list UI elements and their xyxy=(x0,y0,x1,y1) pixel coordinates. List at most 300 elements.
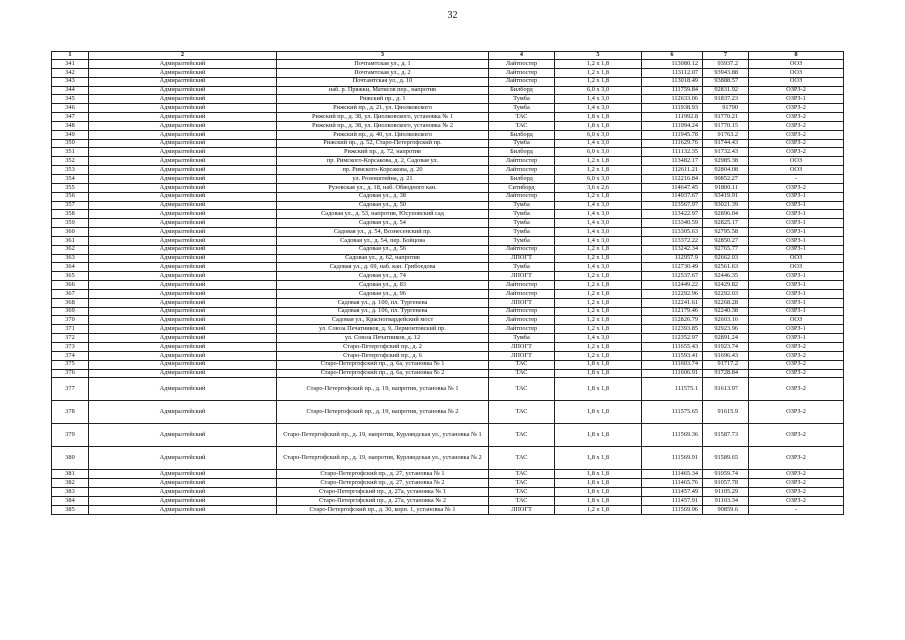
coordinate-x-cell: 111606.91 xyxy=(642,369,703,378)
size-cell: 1,2 х 1,8 xyxy=(555,245,642,254)
structure-type-cell: ТАС xyxy=(489,121,555,130)
coordinate-x-cell: 112393.85 xyxy=(642,325,703,334)
size-cell: 1,4 х 3,0 xyxy=(555,219,642,228)
table-row xyxy=(52,245,844,254)
coordinate-y-cell: 91744.43 xyxy=(703,139,749,148)
coordinate-y-cell: 91790 xyxy=(703,104,749,113)
table-row xyxy=(52,343,844,352)
coordinate-x-cell: 111994.24 xyxy=(642,121,703,130)
coordinate-x-cell: 111938.93 xyxy=(642,104,703,113)
size-cell: 3,6 х 2,6 xyxy=(555,183,642,192)
coordinate-y-cell: 90852.27 xyxy=(703,174,749,183)
coordinate-y-cell: 93937.2 xyxy=(703,60,749,69)
size-cell: 1,4 х 3,0 xyxy=(555,95,642,104)
table-row xyxy=(52,121,844,130)
coordinate-y-cell: 91587.73 xyxy=(703,424,749,447)
address-cell: Старо-Петергофский пр., д. 19, напротив, установка № 2 xyxy=(277,401,489,424)
district-cell: Адмиралтейский xyxy=(89,272,277,281)
address-cell: Садовая ул., д. 83 xyxy=(277,281,489,290)
row-number-cell: 376 xyxy=(52,369,89,378)
coordinate-x-cell: 112216.84 xyxy=(642,174,703,183)
coordinate-y-cell: 91103.34 xyxy=(703,496,749,505)
size-cell: 6,0 х 3,0 xyxy=(555,86,642,95)
row-number-cell: 346 xyxy=(52,104,89,113)
coordinate-y-cell: 91615.9 xyxy=(703,401,749,424)
row-number-cell: 370 xyxy=(52,316,89,325)
address-cell: Садовая ул., д. 53, напротив, Юсуповский сад xyxy=(277,210,489,219)
structure-type-cell: ТАС xyxy=(489,378,555,401)
address-cell: Старо-Петергофский пр., д. 19, напротив, Курляндская ул., установка № 2 xyxy=(277,447,489,470)
row-number-cell: 369 xyxy=(52,307,89,316)
row-number-cell: 382 xyxy=(52,479,89,488)
coordinate-x-cell: 111569.36 xyxy=(642,424,703,447)
zone-cell: ОЗРЗ-1 xyxy=(749,219,844,228)
coordinate-y-cell: 91732.43 xyxy=(703,148,749,157)
address-cell: Садовая ул., д. 62, напротив xyxy=(277,254,489,263)
size-cell: 1,2 х 1,8 xyxy=(555,68,642,77)
coordinate-x-cell: 114037.67 xyxy=(642,192,703,201)
structure-type-cell: ЛПОГТ xyxy=(489,351,555,360)
size-cell: 1,2 х 1,8 xyxy=(555,192,642,201)
size-cell: 1,2 х 1,8 xyxy=(555,254,642,263)
row-number-cell: 384 xyxy=(52,496,89,505)
column-header: 3 xyxy=(277,52,489,60)
coordinate-x-cell: 111465.34 xyxy=(642,470,703,479)
table-row xyxy=(52,104,844,113)
row-number-cell: 373 xyxy=(52,343,89,352)
zone-cell: ОЗРЗ-1 xyxy=(749,334,844,343)
district-cell: Адмиралтейский xyxy=(89,334,277,343)
district-cell: Адмиралтейский xyxy=(89,289,277,298)
coordinate-x-cell: 112179.46 xyxy=(642,307,703,316)
zone-cell: ОЗРЗ-2 xyxy=(749,496,844,505)
table-row xyxy=(52,447,844,470)
row-number-cell: 367 xyxy=(52,289,89,298)
row-number-cell: 366 xyxy=(52,281,89,290)
district-cell: Адмиралтейский xyxy=(89,228,277,237)
zone-cell: ООЗ xyxy=(749,263,844,272)
structure-type-cell: ТАС xyxy=(489,424,555,447)
row-number-cell: 348 xyxy=(52,121,89,130)
structure-type-cell: Лайтпостер xyxy=(489,60,555,69)
district-cell: Адмиралтейский xyxy=(89,378,277,401)
structure-type-cell: ТАС xyxy=(489,369,555,378)
row-number-cell: 371 xyxy=(52,325,89,334)
coordinate-y-cell: 92662.03 xyxy=(703,254,749,263)
zone-cell: ОЗРЗ-1 xyxy=(749,325,844,334)
row-number-cell: 364 xyxy=(52,263,89,272)
coordinate-y-cell: 92923.96 xyxy=(703,325,749,334)
zone-cell: ОЗРЗ-1 xyxy=(749,192,844,201)
zone-cell: ОЗРЗ-2 xyxy=(749,148,844,157)
structure-type-cell: Тумба xyxy=(489,104,555,113)
structure-type-cell: Лайтпостер xyxy=(489,245,555,254)
page-number: 32 xyxy=(447,10,458,21)
coordinate-x-cell: 111759.84 xyxy=(642,86,703,95)
district-cell: Адмиралтейский xyxy=(89,479,277,488)
size-cell: 1,4 х 3,0 xyxy=(555,104,642,113)
structure-type-cell: Лайтпостер xyxy=(489,68,555,77)
table-row xyxy=(52,281,844,290)
row-number-cell: 343 xyxy=(52,77,89,86)
size-cell: 1,2 х 1,8 xyxy=(555,316,642,325)
row-number-cell: 350 xyxy=(52,139,89,148)
coordinate-x-cell: 111593.41 xyxy=(642,351,703,360)
coordinate-x-cell: 111629.76 xyxy=(642,139,703,148)
coordinate-x-cell: 112957.9 xyxy=(642,254,703,263)
structure-type-cell: ТАС xyxy=(489,488,555,497)
column-header: 4 xyxy=(489,52,555,60)
zone-cell: ОЗРЗ-1 xyxy=(749,210,844,219)
district-cell: Адмиралтейский xyxy=(89,77,277,86)
address-cell: Садовая ул., д. 100, пл. Тургенева xyxy=(277,298,489,307)
address-cell: Старо-Петергофский пр., д. 27, установка № 1 xyxy=(277,470,489,479)
zone-cell: - xyxy=(749,505,844,514)
size-cell: 1,2 х 1,8 xyxy=(555,272,642,281)
table-row xyxy=(52,505,844,514)
table-row xyxy=(52,263,844,272)
row-number-cell: 341 xyxy=(52,60,89,69)
size-cell: 1,8 х 1,8 xyxy=(555,401,642,424)
coordinate-x-cell: 112611.21 xyxy=(642,166,703,175)
table-row xyxy=(52,77,844,86)
structure-type-cell: Тумба xyxy=(489,139,555,148)
address-cell: Почтамтская ул., д. 10 xyxy=(277,77,489,86)
structure-type-cell: Лайтпостер xyxy=(489,192,555,201)
table-row xyxy=(52,210,844,219)
address-cell: Садовая ул., д. 54 xyxy=(277,219,489,228)
row-number-cell: 354 xyxy=(52,174,89,183)
address-cell: Старо-Петергофский пр., д. 30, корп. 1, установка № 1 xyxy=(277,505,489,514)
zone-cell: - xyxy=(749,174,844,183)
district-cell: Адмиралтейский xyxy=(89,298,277,307)
zone-cell: ОЗРЗ-2 xyxy=(749,378,844,401)
size-cell: 1,2 х 1,8 xyxy=(555,281,642,290)
coordinate-x-cell: 113482.17 xyxy=(642,157,703,166)
zone-cell: ООЗ xyxy=(749,254,844,263)
coordinate-x-cell: 111655.43 xyxy=(642,343,703,352)
zone-cell: ООЗ xyxy=(749,166,844,175)
coordinate-x-cell: 111992.8 xyxy=(642,113,703,122)
table-row xyxy=(52,360,844,369)
size-cell: 1,4 х 3,0 xyxy=(555,201,642,210)
table-row xyxy=(52,316,844,325)
table-row xyxy=(52,113,844,122)
size-cell: 1,4 х 3,0 xyxy=(555,228,642,237)
address-cell: наб. р. Пряжки, Матисов пер., напротив xyxy=(277,86,489,95)
address-cell: Старо-Петергофский пр., д. 27а, установка № 1 xyxy=(277,488,489,497)
zone-cell: ОЗРЗ-2 xyxy=(749,113,844,122)
coordinate-y-cell: 92831.92 xyxy=(703,86,749,95)
structure-type-cell: Ситиборд xyxy=(489,183,555,192)
coordinate-x-cell: 113018.49 xyxy=(642,77,703,86)
table-row xyxy=(52,488,844,497)
address-cell: Рижский пр., д. 52, Старо-Петергофский пр. xyxy=(277,139,489,148)
column-header: 6 xyxy=(642,52,703,60)
district-cell: Адмиралтейский xyxy=(89,201,277,210)
structure-type-cell: ТАС xyxy=(489,447,555,470)
row-number-cell: 357 xyxy=(52,201,89,210)
district-cell: Адмиралтейский xyxy=(89,121,277,130)
header-row xyxy=(52,52,844,60)
coordinate-x-cell: 112449.22 xyxy=(642,281,703,290)
district-cell: Адмиралтейский xyxy=(89,496,277,505)
structure-type-cell: Лайтпостер xyxy=(489,281,555,290)
structure-type-cell: Лайтпостер xyxy=(489,325,555,334)
coordinate-y-cell: 92804.08 xyxy=(703,166,749,175)
coordinate-x-cell: 114647.45 xyxy=(642,183,703,192)
table-row xyxy=(52,166,844,175)
coordinate-y-cell: 92292.03 xyxy=(703,289,749,298)
size-cell: 1,8 х 1,8 xyxy=(555,447,642,470)
zone-cell: ОЗРЗ-2 xyxy=(749,360,844,369)
row-number-cell: 385 xyxy=(52,505,89,514)
size-cell: 1,8 х 1,8 xyxy=(555,378,642,401)
structure-type-cell: ЛПОГТ xyxy=(489,298,555,307)
coordinate-y-cell: 92765.77 xyxy=(703,245,749,254)
coordinate-x-cell: 112633.06 xyxy=(642,95,703,104)
structure-type-cell: Лайтпостер xyxy=(489,166,555,175)
coordinate-y-cell: 91696.43 xyxy=(703,351,749,360)
table-row xyxy=(52,351,844,360)
district-cell: Адмиралтейский xyxy=(89,281,277,290)
district-cell: Адмиралтейский xyxy=(89,157,277,166)
zone-cell: ОЗРЗ-1 xyxy=(749,228,844,237)
size-cell: 1,8 х 1,8 xyxy=(555,113,642,122)
district-cell: Адмиралтейский xyxy=(89,166,277,175)
table-row xyxy=(52,86,844,95)
coordinate-y-cell: 92850.27 xyxy=(703,236,749,245)
district-cell: Адмиралтейский xyxy=(89,148,277,157)
district-cell: Адмиралтейский xyxy=(89,360,277,369)
district-cell: Адмиралтейский xyxy=(89,68,277,77)
address-cell: Рузовская ул., д. 18, наб. Обводного кан. xyxy=(277,183,489,192)
district-cell: Адмиралтейский xyxy=(89,424,277,447)
zone-cell: ООЗ xyxy=(749,68,844,77)
zone-cell: ОЗРЗ-2 xyxy=(749,121,844,130)
size-cell: 1,2 х 1,8 xyxy=(555,298,642,307)
zone-cell: ООЗ xyxy=(749,77,844,86)
row-number-cell: 358 xyxy=(52,210,89,219)
district-cell: Адмиралтейский xyxy=(89,254,277,263)
coordinate-x-cell: 112826.79 xyxy=(642,316,703,325)
column-header: 8 xyxy=(749,52,844,60)
size-cell: 1,2 х 1,8 xyxy=(555,166,642,175)
address-cell: Садовая ул., Красногвардейский мост xyxy=(277,316,489,325)
row-number-cell: 344 xyxy=(52,86,89,95)
column-header: 2 xyxy=(89,52,277,60)
zone-cell: ОЗРЗ-1 xyxy=(749,272,844,281)
zone-cell: ОЗРЗ-2 xyxy=(749,139,844,148)
row-number-cell: 372 xyxy=(52,334,89,343)
coordinate-y-cell: 91763.2 xyxy=(703,130,749,139)
coordinate-y-cell: 91728.84 xyxy=(703,369,749,378)
district-cell: Адмиралтейский xyxy=(89,130,277,139)
size-cell: 1,8 х 1,8 xyxy=(555,479,642,488)
table-row xyxy=(52,95,844,104)
zone-cell: ООЗ xyxy=(749,316,844,325)
coordinate-y-cell: 91057.78 xyxy=(703,479,749,488)
table-row xyxy=(52,424,844,447)
structure-type-cell: ТАС xyxy=(489,113,555,122)
coordinate-x-cell: 111575.1 xyxy=(642,378,703,401)
zone-cell: ООЗ xyxy=(749,157,844,166)
coordinate-y-cell: 92561.63 xyxy=(703,263,749,272)
row-number-cell: 351 xyxy=(52,148,89,157)
row-number-cell: 353 xyxy=(52,166,89,175)
structure-type-cell: Лайтпостер xyxy=(489,77,555,86)
size-cell: 1,2 х 1,8 xyxy=(555,307,642,316)
zone-cell: ОЗРЗ-1 xyxy=(749,201,844,210)
coordinate-x-cell: 113372.22 xyxy=(642,236,703,245)
coordinate-x-cell: 111465.76 xyxy=(642,479,703,488)
size-cell: 1,4 х 3,0 xyxy=(555,210,642,219)
structure-type-cell: Билборд xyxy=(489,174,555,183)
table-row xyxy=(52,369,844,378)
district-cell: Адмиралтейский xyxy=(89,236,277,245)
address-cell: Садовая ул., д. 106, пл. Тургенева xyxy=(277,307,489,316)
table-row xyxy=(52,192,844,201)
row-number-cell: 355 xyxy=(52,183,89,192)
address-cell: Старо-Петергофский пр., д. 19, напротив, установка № 1 xyxy=(277,378,489,401)
row-number-cell: 380 xyxy=(52,447,89,470)
coordinate-y-cell: 92268.28 xyxy=(703,298,749,307)
zone-cell: ОЗРЗ-1 xyxy=(749,298,844,307)
table-row xyxy=(52,157,844,166)
table-row xyxy=(52,219,844,228)
table-row xyxy=(52,148,844,157)
coordinate-y-cell: 92603.16 xyxy=(703,316,749,325)
district-cell: Адмиралтейский xyxy=(89,470,277,479)
address-cell: Садовая ул., д. 38 xyxy=(277,192,489,201)
zone-cell: ОЗРЗ-2 xyxy=(749,104,844,113)
district-cell: Адмиралтейский xyxy=(89,505,277,514)
row-number-cell: 381 xyxy=(52,470,89,479)
size-cell: 1,8 х 1,8 xyxy=(555,360,642,369)
size-cell: 1,2 х 1,8 xyxy=(555,325,642,334)
coordinate-y-cell: 92896.04 xyxy=(703,210,749,219)
table-row xyxy=(52,130,844,139)
coordinate-x-cell: 113340.59 xyxy=(642,219,703,228)
table-row xyxy=(52,68,844,77)
structure-type-cell: Тумба xyxy=(489,219,555,228)
size-cell: 1,2 х 1,8 xyxy=(555,289,642,298)
district-cell: Адмиралтейский xyxy=(89,183,277,192)
coordinate-x-cell: 111575.65 xyxy=(642,401,703,424)
structure-type-cell: ТАС xyxy=(489,470,555,479)
coordinate-x-cell: 113080.12 xyxy=(642,60,703,69)
district-cell: Адмиралтейский xyxy=(89,325,277,334)
size-cell: 1,8 х 1,8 xyxy=(555,470,642,479)
row-number-cell: 378 xyxy=(52,401,89,424)
coordinate-y-cell: 91770.21 xyxy=(703,113,749,122)
structure-type-cell: Билборд xyxy=(489,148,555,157)
size-cell: 1,4 х 3,0 xyxy=(555,334,642,343)
table-row xyxy=(52,470,844,479)
coordinate-x-cell: 113567.97 xyxy=(642,201,703,210)
coordinate-x-cell: 112292.96 xyxy=(642,289,703,298)
size-cell: 1,8 х 1,8 xyxy=(555,424,642,447)
table-row xyxy=(52,307,844,316)
size-cell: 1,2 х 1,8 xyxy=(555,351,642,360)
address-cell: Старо-Петергофский пр., д. 27, установка № 2 xyxy=(277,479,489,488)
coordinate-x-cell: 111457.91 xyxy=(642,496,703,505)
coordinate-x-cell: 111945.78 xyxy=(642,130,703,139)
district-cell: Адмиралтейский xyxy=(89,245,277,254)
coordinate-x-cell: 112352.97 xyxy=(642,334,703,343)
address-cell: Старо-Петергофский пр., д. 6а, установка № 1 xyxy=(277,360,489,369)
table-row xyxy=(52,139,844,148)
address-cell: Старо-Петергофский пр., д. 2 xyxy=(277,343,489,352)
coordinate-x-cell: 111603.74 xyxy=(642,360,703,369)
size-cell: 1,8 х 1,8 xyxy=(555,121,642,130)
address-cell: Рижский пр., д. 1 xyxy=(277,95,489,104)
address-cell: Старо-Петергофский пр., д. 19, напротив, Курляндская ул., установка № 1 xyxy=(277,424,489,447)
district-cell: Адмиралтейский xyxy=(89,343,277,352)
table-body xyxy=(52,60,844,515)
coordinate-y-cell: 90859.6 xyxy=(703,505,749,514)
coordinate-y-cell: 92891.24 xyxy=(703,334,749,343)
coordinate-y-cell: 92446.35 xyxy=(703,272,749,281)
zone-cell: ООЗ xyxy=(749,60,844,69)
row-number-cell: 349 xyxy=(52,130,89,139)
zone-cell: ОЗРЗ-2 xyxy=(749,401,844,424)
table-row xyxy=(52,298,844,307)
structure-type-cell: Тумба xyxy=(489,95,555,104)
row-number-cell: 379 xyxy=(52,424,89,447)
size-cell: 1,8 х 1,8 xyxy=(555,369,642,378)
district-cell: Адмиралтейский xyxy=(89,351,277,360)
address-cell: Рижский пр., д. 40, ул. Циолковского xyxy=(277,130,489,139)
district-cell: Адмиралтейский xyxy=(89,210,277,219)
coordinate-x-cell: 112241.61 xyxy=(642,298,703,307)
district-cell: Адмиралтейский xyxy=(89,60,277,69)
district-cell: Адмиралтейский xyxy=(89,86,277,95)
district-cell: Адмиралтейский xyxy=(89,139,277,148)
zone-cell: ОЗРЗ-2 xyxy=(749,343,844,352)
address-cell: Садовая ул., д. 54, пер. Бойцова xyxy=(277,236,489,245)
address-cell: пр. Римского-Корсакова, д. 2, Садовая ул. xyxy=(277,157,489,166)
coordinate-y-cell: 91923.74 xyxy=(703,343,749,352)
district-cell: Адмиралтейский xyxy=(89,263,277,272)
size-cell: 1,8 х 1,8 xyxy=(555,496,642,505)
coordinate-y-cell: 91613.97 xyxy=(703,378,749,401)
address-cell: Почтамтская ул., д. 2 xyxy=(277,68,489,77)
column-header: 1 xyxy=(52,52,89,60)
table-row xyxy=(52,272,844,281)
size-cell: 6,0 х 3,0 xyxy=(555,174,642,183)
structure-type-cell: Тумба xyxy=(489,236,555,245)
structure-type-cell: ТАС xyxy=(489,360,555,369)
size-cell: 1,2 х 1,8 xyxy=(555,505,642,514)
size-cell: 1,2 х 1,8 xyxy=(555,77,642,86)
size-cell: 1,2 х 1,8 xyxy=(555,60,642,69)
row-number-cell: 347 xyxy=(52,113,89,122)
structure-type-cell: ЛПОГТ xyxy=(489,254,555,263)
address-cell: ул. Розенштейна, д. 21 xyxy=(277,174,489,183)
address-cell: Старо-Петергофский пр., д. 6 xyxy=(277,351,489,360)
structure-type-cell: Билборд xyxy=(489,130,555,139)
coordinate-x-cell: 111132.35 xyxy=(642,148,703,157)
table-row xyxy=(52,201,844,210)
table-row xyxy=(52,496,844,505)
zone-cell: ОЗРЗ-1 xyxy=(749,281,844,290)
row-number-cell: 356 xyxy=(52,192,89,201)
coordinate-y-cell: 91717.2 xyxy=(703,360,749,369)
row-number-cell: 368 xyxy=(52,298,89,307)
zone-cell: ОЗРЗ-2 xyxy=(749,369,844,378)
district-cell: Адмиралтейский xyxy=(89,219,277,228)
